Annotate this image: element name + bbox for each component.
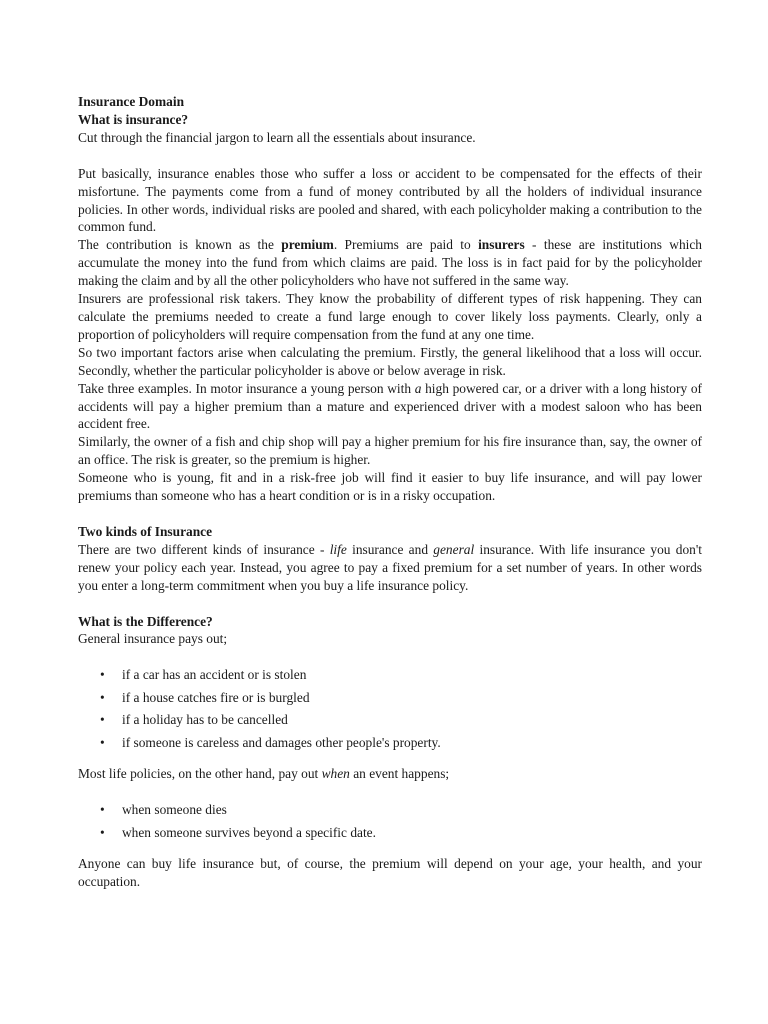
paragraph-factors: So two important factors arise when calculating the premium. Firstly, the general likelihood that a loss will occur. Secondly, whether the particular policyholder is above or below average in risk.	[78, 344, 702, 378]
list-item: • if a car has an accident or is stolen	[78, 666, 702, 684]
life-insurance-list	[78, 801, 702, 841]
paragraph-two-kinds: There are two different kinds of insurance - life insurance and general insurance. With life insurance you don't renew your policy each year. Instead, you agree to pay a fixed premium for a set number of years. In other words you enter a long-term commitment when you buy a life insurance policy.	[78, 541, 702, 593]
life-pays-intro: Most life policies, on the other hand, pay out when an event happens;	[78, 766, 450, 782]
section-heading-two-kinds: Two kinds of Insurance	[78, 523, 213, 539]
list-item: • when someone survives beyond a specific date.	[78, 824, 702, 842]
term-insurers: insurers	[478, 237, 525, 253]
paragraph-premium: The contribution is known as the premium. Premiums are paid to insurers - these are institutions which accumulate the money into the fund from which claims are paid. The loss is in fact paid for by the policyholder making the claim and by all the other policyholders who have not suffered in the same way.	[78, 237, 703, 289]
list-item: • if someone is careless and damages other people's property.	[78, 734, 702, 752]
term-general: general	[433, 541, 475, 557]
section-heading-what-is-insurance: What is insurance?	[78, 111, 189, 127]
list-item: • if a holiday has to be cancelled	[78, 711, 702, 729]
paragraph-definition: Put basically, insurance enables those who suffer a loss or accident to be compensated for the effects of their misfortune. The payments come from a fund of money contributed by all the holders of individual insurance policies. In other words, individual risks are pooled and shared, with each policyholder making a contribution to the common fund.	[78, 165, 702, 235]
list-item: • if a house catches fire or is burgled	[78, 689, 702, 707]
paragraph-examples: Take three examples. In motor insurance a young person with a high powered car, or a driver with a long history of accidents will pay a higher premium than a mature and experienced driver with a modest saloon who has been accident free.	[78, 380, 702, 432]
document-page	[78, 93, 702, 891]
paragraph-fish-shop: Similarly, the owner of a fish and chip shop will pay a higher premium for his fire insurance than, say, the owner of an office. The risk is greater, so the premium is higher.	[78, 434, 702, 468]
intro-text: Cut through the financial jargon to learn all the essentials about insurance.	[78, 129, 476, 145]
term-premium: premium	[281, 237, 334, 253]
general-insurance-list	[78, 666, 702, 751]
term-life: life	[329, 541, 347, 557]
section-heading-difference: What is the Difference?	[78, 613, 213, 629]
closing-paragraph: Anyone can buy life insurance but, of course, the premium will depend on your age, your health, and your occupation.	[78, 856, 702, 890]
paragraph-life-risk: Someone who is young, fit and in a risk-free job will find it easier to buy life insurance, and will pay lower premiums than someone who has a heart condition or is in a risky occupation.	[78, 470, 702, 504]
list-item: • when someone dies	[78, 801, 702, 819]
general-pays-intro: General insurance pays out;	[78, 631, 228, 647]
paragraph-risk-takers: Insurers are professional risk takers. They know the probability of different types of risk happening. They can calculate the premiums needed to create a fund large enough to cover likely loss payments. Clearly, only a proportion of policyholders will require compensation from the fund at any one time.	[78, 291, 702, 342]
document-title: Insurance Domain	[78, 94, 185, 109]
